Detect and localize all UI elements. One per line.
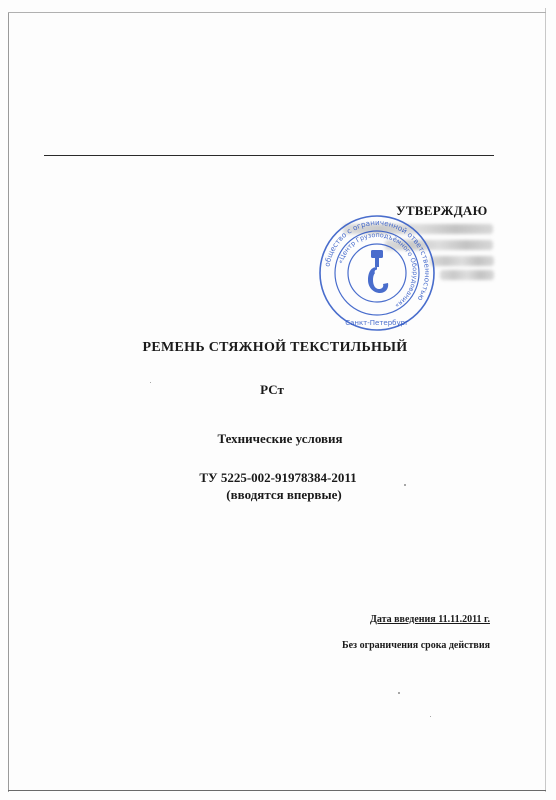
header-rule (44, 155, 494, 156)
page-border-left (8, 12, 9, 792)
validity-term: Без ограничения срока действия (342, 640, 490, 651)
approval-label: УТВЕРЖДАЮ (396, 203, 488, 218)
seal-inner-text: «Центр Грузоподъёмного Оборудования» (336, 230, 420, 310)
crane-hook-icon (368, 250, 388, 293)
company-seal (318, 214, 436, 332)
page-border-top (8, 12, 546, 13)
document-title: РЕМЕНЬ СТЯЖНОЙ ТЕКСТИЛЬНЫЙ (142, 340, 408, 355)
scan-speck (150, 382, 151, 383)
spec-note: (вводятся впервые) (226, 487, 342, 502)
introduction-date: Дата введения 11.11.2011 г. (370, 614, 490, 625)
scan-speck (430, 716, 431, 717)
scan-speck (404, 484, 406, 486)
document-type: Технические условия (217, 431, 343, 446)
seal-city: Санкт-Петербург (345, 319, 409, 327)
seal-outer-text: общество с ограниченной ответственностью (322, 217, 433, 303)
scan-speck (398, 692, 400, 694)
product-code: РСт (260, 382, 284, 397)
spec-number: ТУ 5225-002-91978384-2011 (199, 470, 357, 485)
redacted-line-3 (430, 256, 494, 266)
redacted-line-4 (440, 270, 494, 280)
page-border-bottom (8, 790, 546, 791)
page-border-right (545, 8, 546, 792)
